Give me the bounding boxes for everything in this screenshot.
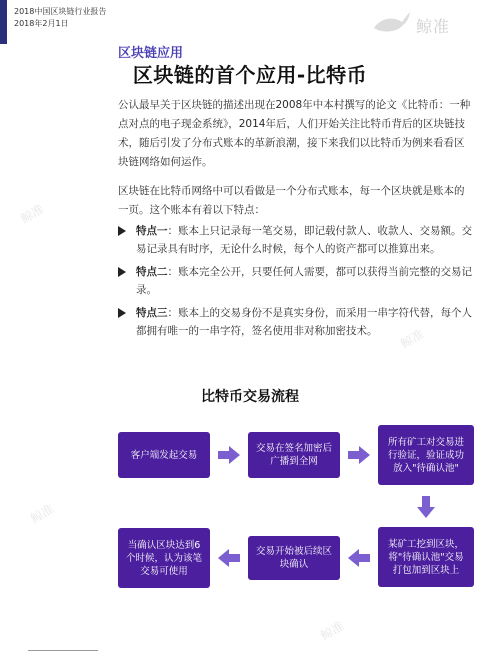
- feature-text: ：账本上只记录每一笔交易，即记载付款人、收款人、交易额。交易记录具有时序，无论什么时候，每个人的资产都可以推算出来。: [136, 225, 472, 255]
- watermark: 鲸准: [28, 501, 57, 526]
- arrow-right-icon: [218, 446, 240, 464]
- arrow-left-icon: [348, 549, 370, 567]
- report-title: 2018中国区块链行业报告: [14, 7, 107, 16]
- section-label: 区块链应用: [118, 46, 184, 61]
- whale-icon: [372, 10, 412, 40]
- watermark: 鲸准: [318, 618, 347, 643]
- arrow-left-icon: [218, 549, 240, 567]
- arrow-right-icon: [348, 446, 370, 464]
- header-accent-bar: [0, 0, 7, 44]
- triangle-bullet-icon: [118, 308, 126, 318]
- flow-step-3: 所有矿工对交易进行验证，验证成功放入"待确认池": [378, 425, 474, 485]
- feature-text: ：账本上的交易身份不是真实身份，而采用一串字符代替，每个人都拥有唯一的一串字符，签名使用非对称加密技术。: [136, 307, 472, 337]
- flow-step-1: 客户端发起交易: [118, 432, 210, 478]
- flow-step-2: 交易在签名加密后广播到全网: [248, 432, 340, 478]
- page-title: 区块链的首个应用-比特币: [132, 63, 368, 87]
- flow-step-5: 交易开始被后续区块确认: [248, 536, 340, 580]
- arrow-down-icon: [417, 496, 435, 518]
- triangle-bullet-icon: [118, 267, 126, 277]
- flow-title: 比特币交易流程: [201, 389, 299, 405]
- feature-text: ：账本完全公开，只要任何人需要，都可以获得当前完整的交易记录。: [136, 266, 472, 296]
- logo-text: 鲸准: [416, 16, 451, 36]
- feature-heading: 特点三: [136, 307, 168, 319]
- flow-step-4: 某矿工挖到区块，将"待确认池"交易打包加到区块上: [378, 527, 474, 587]
- report-date: 2018年2月1日: [14, 19, 69, 28]
- footer-divider: [28, 650, 98, 651]
- feature-heading: 特点一: [136, 225, 168, 237]
- flow-step-6: 当确认区块达到6个时候，认为该笔交易可使用: [118, 528, 210, 588]
- ledger-paragraph: 区块链在比特币网络中可以看做是一个分布式账本，每一个区块就是账本的一页。这个账本有着以下特点：: [118, 185, 465, 216]
- triangle-bullet-icon: [118, 226, 126, 236]
- watermark: 鲸准: [18, 201, 47, 226]
- feature-heading: 特点二: [136, 266, 168, 278]
- list-item: [118, 222, 474, 258]
- list-item: [118, 263, 474, 299]
- logo: [372, 8, 482, 42]
- feature-list: [118, 222, 474, 345]
- intro-paragraph: 公认最早关于区块链的描述出现在2008年中本村撰写的论文《比特币：一种点对点的电子现金系统》，2014年后，人们开始关注比特币背后的区块链技术，随后引发了分布式账本的革新浪潮，接下来我们以比特币为例来看看区块链网络如何运作。: [118, 99, 471, 168]
- document-header: [14, 6, 106, 30]
- watermark: 鲸准: [398, 326, 427, 351]
